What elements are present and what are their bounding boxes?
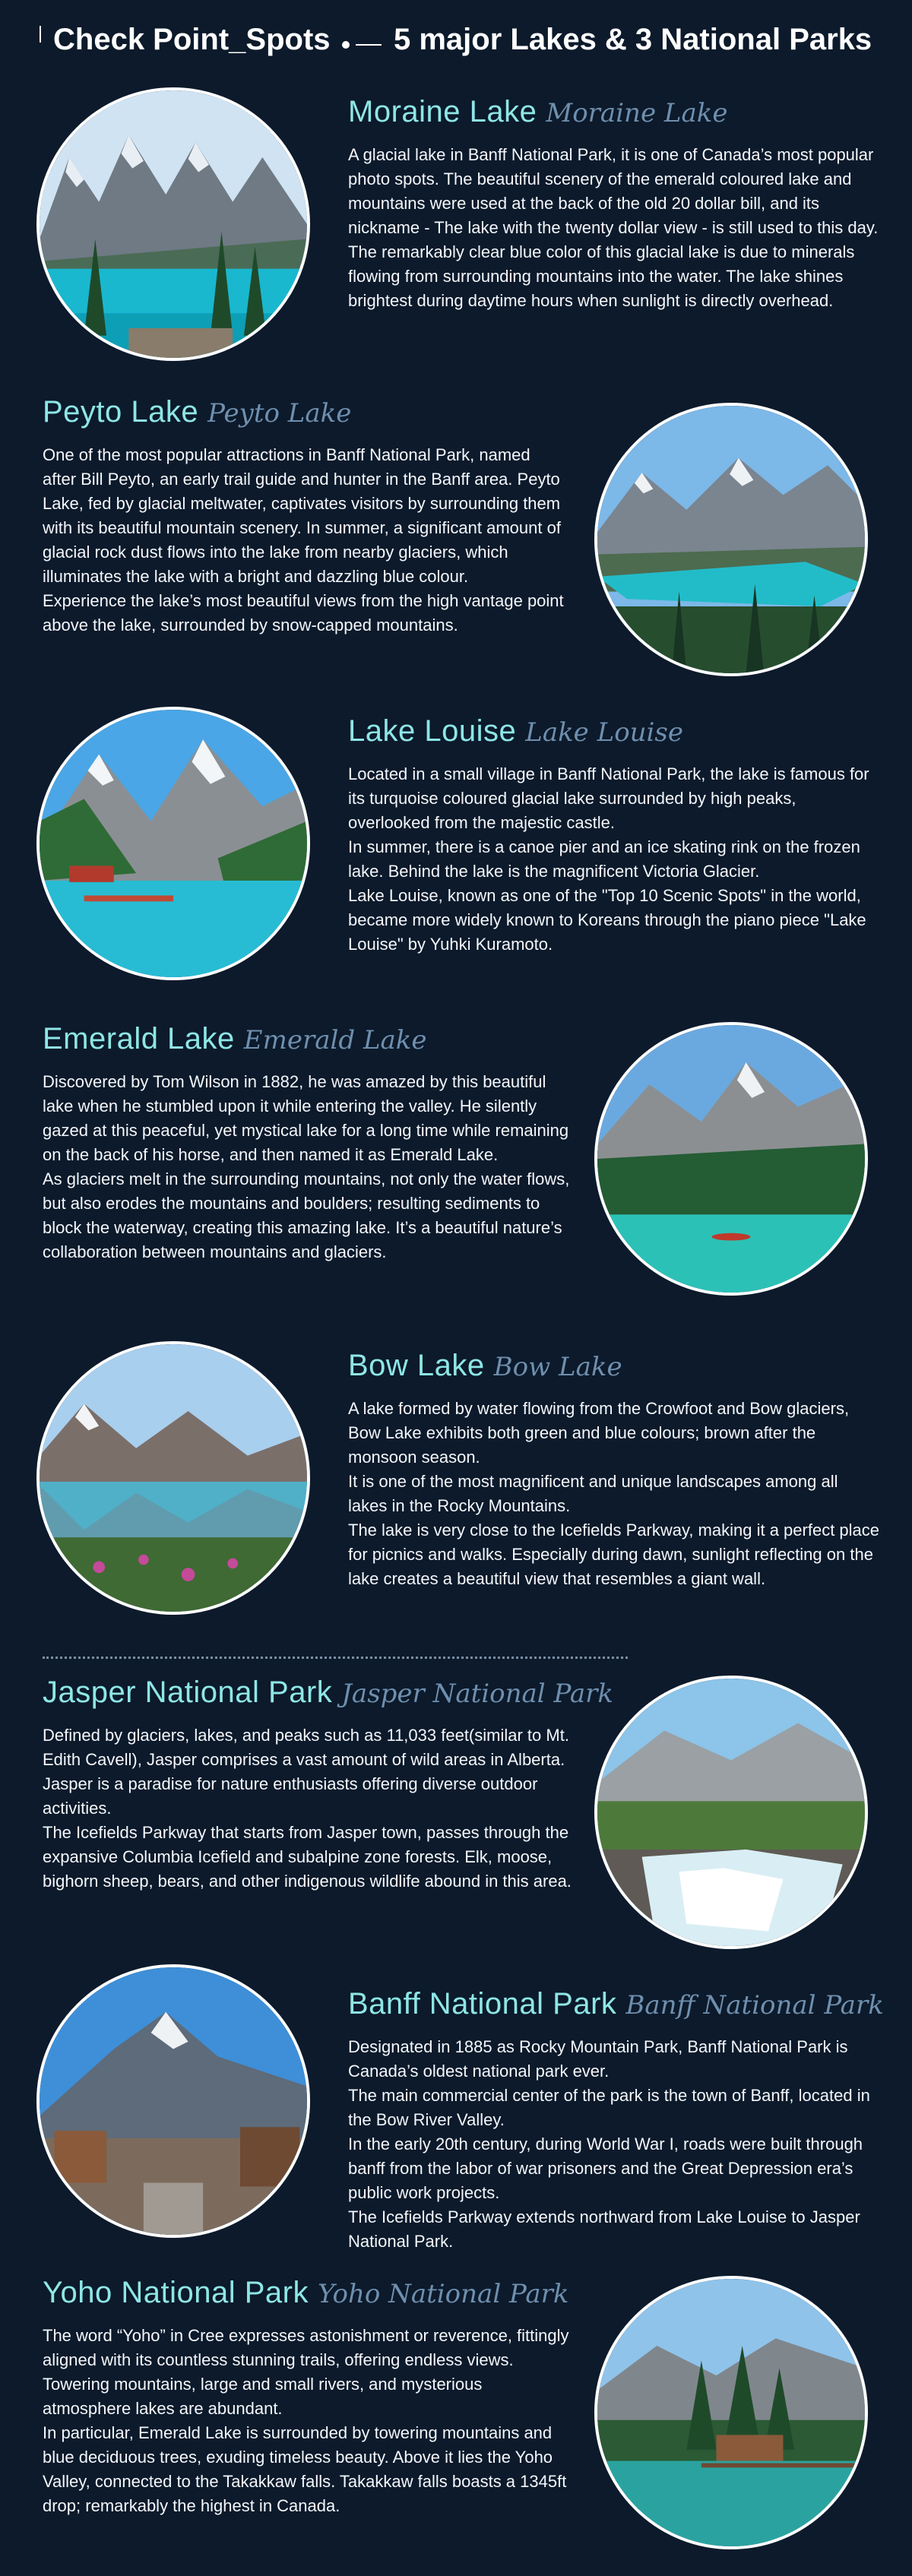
peyto-lake-photo [594, 403, 868, 676]
paragraph: It is one of the most magnificent and unique landscapes among all lakes in the Rocky Mountains. [348, 1472, 838, 1515]
paragraph: Designated in 1885 as Rocky Mountain Park, Banff National Park is Canada’s oldest national park ever. [348, 2037, 848, 2081]
lake-louise-text [348, 714, 880, 957]
paragraph: Towering mountains, large and small rivers, and mysterious atmosphere lakes are abundant. [43, 2375, 483, 2418]
jasper-script-title: Jasper National Park [341, 1679, 613, 1709]
dotted-section-divider [43, 1657, 628, 1659]
header-left-title: Check Point_Spots [53, 23, 331, 56]
spot-section-yoho-national-park [0, 2276, 912, 2568]
paragraph: The word “Yoho” in Cree expresses astonishment or reverence, fittingly aligned with its countless stunning trails, offering endless views. [43, 2326, 569, 2369]
peyto-lake-title: Peyto Lake [43, 395, 199, 429]
yoho-national-park-photo [594, 2276, 868, 2549]
lake-louise-title-row [348, 714, 880, 748]
banff-description [348, 2035, 880, 2254]
paragraph: A lake formed by water flowing from the Crowfoot and Bow glaciers, Bow Lake exhibits both green and blue colours; brown after the monsoon season. [348, 1399, 850, 1467]
yoho-description [43, 2324, 575, 2518]
lake-louise-title: Lake Louise [348, 714, 517, 748]
spot-section-emerald-lake [0, 1022, 912, 1311]
emerald-lake-photo [594, 1022, 868, 1296]
emerald-lake-title-row [43, 1022, 575, 1056]
moraine-lake-photo [36, 87, 310, 361]
jasper-description [43, 1723, 575, 1894]
bow-lake-title-row [348, 1349, 880, 1383]
bow-lake-script-title: Bow Lake [493, 1352, 622, 1382]
spot-section-moraine-lake [0, 87, 912, 376]
moraine-lake-text [348, 95, 880, 313]
paragraph: Experience the lake’s most beautiful views from the high vantage point above the lake, surrounded by snow-capped mountains. [43, 591, 564, 635]
page-header [0, 0, 912, 84]
paragraph: The Icefields Parkway extends northward from Lake Louise to Jasper National Park. [348, 2207, 860, 2251]
yoho-script-title: Yoho National Park [317, 2279, 569, 2309]
bow-lake-photo [36, 1341, 310, 1615]
jasper-title: Jasper National Park [43, 1676, 333, 1709]
paragraph: In the early 20th century, during World War I, roads were built through banff from the labor of war prisoners and the Great Depression era’s public work projects. [348, 2135, 863, 2202]
paragraph: Defined by glaciers, lakes, and peaks such as 11,033 feet(similar to Mt. Edith Cavell), Jasper comprises a vast amount of wild areas in Alberta. Jasper is a paradise for nature enthusiasts offering diverse outdoor activities. [43, 1726, 569, 1818]
peyto-lake-description [43, 443, 567, 638]
emerald-lake-title: Emerald Lake [43, 1022, 235, 1055]
jasper-national-park-photo [594, 1676, 868, 1949]
spot-section-banff-national-park [0, 1964, 912, 2253]
paragraph: Located in a small village in Banff National Park, the lake is famous for its turquoise coloured glacial lake surrounded by high peaks, overlooked from the majestic castle. [348, 764, 869, 832]
yoho-title-row [43, 2276, 575, 2310]
paragraph: In summer, there is a canoe pier and an ice skating rink on the frozen lake. Behind the lake is the magnificent Victoria Glacier. [348, 837, 860, 881]
banff-script-title: Banff National Park [625, 1990, 884, 2021]
header-dot-icon [342, 41, 350, 49]
lake-louise-photo [36, 707, 310, 980]
spot-section-lake-louise [0, 707, 912, 995]
banff-title: Banff National Park [348, 1987, 617, 2021]
paragraph: As glaciers melt in the surrounding mountains, not only the water flows, but also erodes the mountains and boulders; resulting sediments to block the waterway, creating this amazing lake. It’s a beautiful nature’s collaboration between mountains and glaciers. [43, 1169, 570, 1261]
spot-section-peyto-lake [0, 395, 912, 684]
paragraph: The lake is very close to the Icefields Parkway, making it a perfect place for picnics and walks. Especially during dawn, sunlight reflecting on the lake creates a beautiful view that resembles a giant wall. [348, 1521, 880, 1588]
paragraph: In particular, Emerald Lake is surrounded by towering mountains and blue deciduous trees, exuding timeless beauty. Above it lies the Yoho Valley, connected to the Takakkaw falls. Takakkaw falls boasts a 1345ft drop; remarkably the highest in Canada. [43, 2423, 567, 2515]
bow-lake-text [348, 1349, 880, 1591]
peyto-lake-text [43, 395, 567, 638]
peyto-lake-title-row [43, 395, 567, 429]
jasper-national-park-text [43, 1676, 613, 1894]
paragraph: The main commercial center of the park is the town of Banff, located in the Bow River Valley. [348, 2086, 870, 2129]
banff-national-park-text [348, 1987, 884, 2254]
yoho-title: Yoho National Park [43, 2276, 309, 2309]
paragraph: Discovered by Tom Wilson in 1882, he was amazed by this beautiful lake when he stumbled upon it while entering the valley. He silently gazed at this peaceful, yet mystical lake for a long time while remaining on the back of his horse, and then named it as Emerald Lake. [43, 1072, 569, 1164]
spot-section-jasper-national-park [0, 1676, 912, 1964]
paragraph: Lake Louise, known as one of the "Top 10 Scenic Spots" in the world, became more widely known to Koreans through the piano piece "Lake Louise" by Yuhki Kuramoto. [348, 886, 866, 954]
paragraph: The remarkably clear blue color of this glacial lake is due to minerals flowing from surrounding mountains into the water. The lake shines brightest during daytime hours when sunlight is directly overhead. [348, 242, 855, 310]
lake-louise-description [348, 762, 880, 957]
banff-national-park-photo [36, 1964, 310, 2238]
peyto-lake-script-title: Peyto Lake [207, 398, 352, 429]
yoho-national-park-text [43, 2276, 575, 2518]
paragraph: One of the most popular attractions in Banff National Park, named after Bill Peyto, an early trail guide and hunter in the Banff area. Peyto Lake, fed by glacial meltwater, captivates visitors by surrounding them with its beautiful mountain scenery. In summer, a significant amount of glacial rock dust flows into the lake from nearby glaciers, which illuminates the lake with a bright and dazzling blue colour. [43, 445, 561, 586]
moraine-lake-title: Moraine Lake [348, 95, 537, 128]
emerald-lake-script-title: Emerald Lake [243, 1025, 427, 1055]
banff-title-row [348, 1987, 884, 2021]
jasper-title-row [43, 1676, 613, 1710]
bow-lake-title: Bow Lake [348, 1349, 485, 1382]
header-tick-mark [40, 26, 41, 43]
bow-lake-description [348, 1397, 880, 1591]
emerald-lake-description [43, 1070, 575, 1264]
moraine-lake-description [348, 143, 880, 313]
spot-section-bow-lake [0, 1341, 912, 1630]
lake-louise-script-title: Lake Louise [525, 717, 684, 748]
paragraph: A glacial lake in Banff National Park, it is one of Canada’s most popular photo spots. The beautiful scenery of the emerald coloured lake and mountains were used at the back of the old 20 dollar bill, and its nickname - The lake with the twenty dollar view - is still used to this day. [348, 145, 879, 237]
paragraph: The Icefields Parkway that starts from Jasper town, passes through the expansive Columbia Icefield and subalpine zone forests. Elk, moose, bighorn sheep, bears, and other indigenous wildlife abound in this area. [43, 1823, 572, 1891]
header-right-title: 5 major Lakes & 3 National Parks [394, 23, 872, 56]
moraine-lake-title-row [348, 95, 880, 129]
header-divider-line [356, 44, 382, 46]
moraine-lake-script-title: Moraine Lake [546, 98, 728, 128]
emerald-lake-text [43, 1022, 575, 1264]
